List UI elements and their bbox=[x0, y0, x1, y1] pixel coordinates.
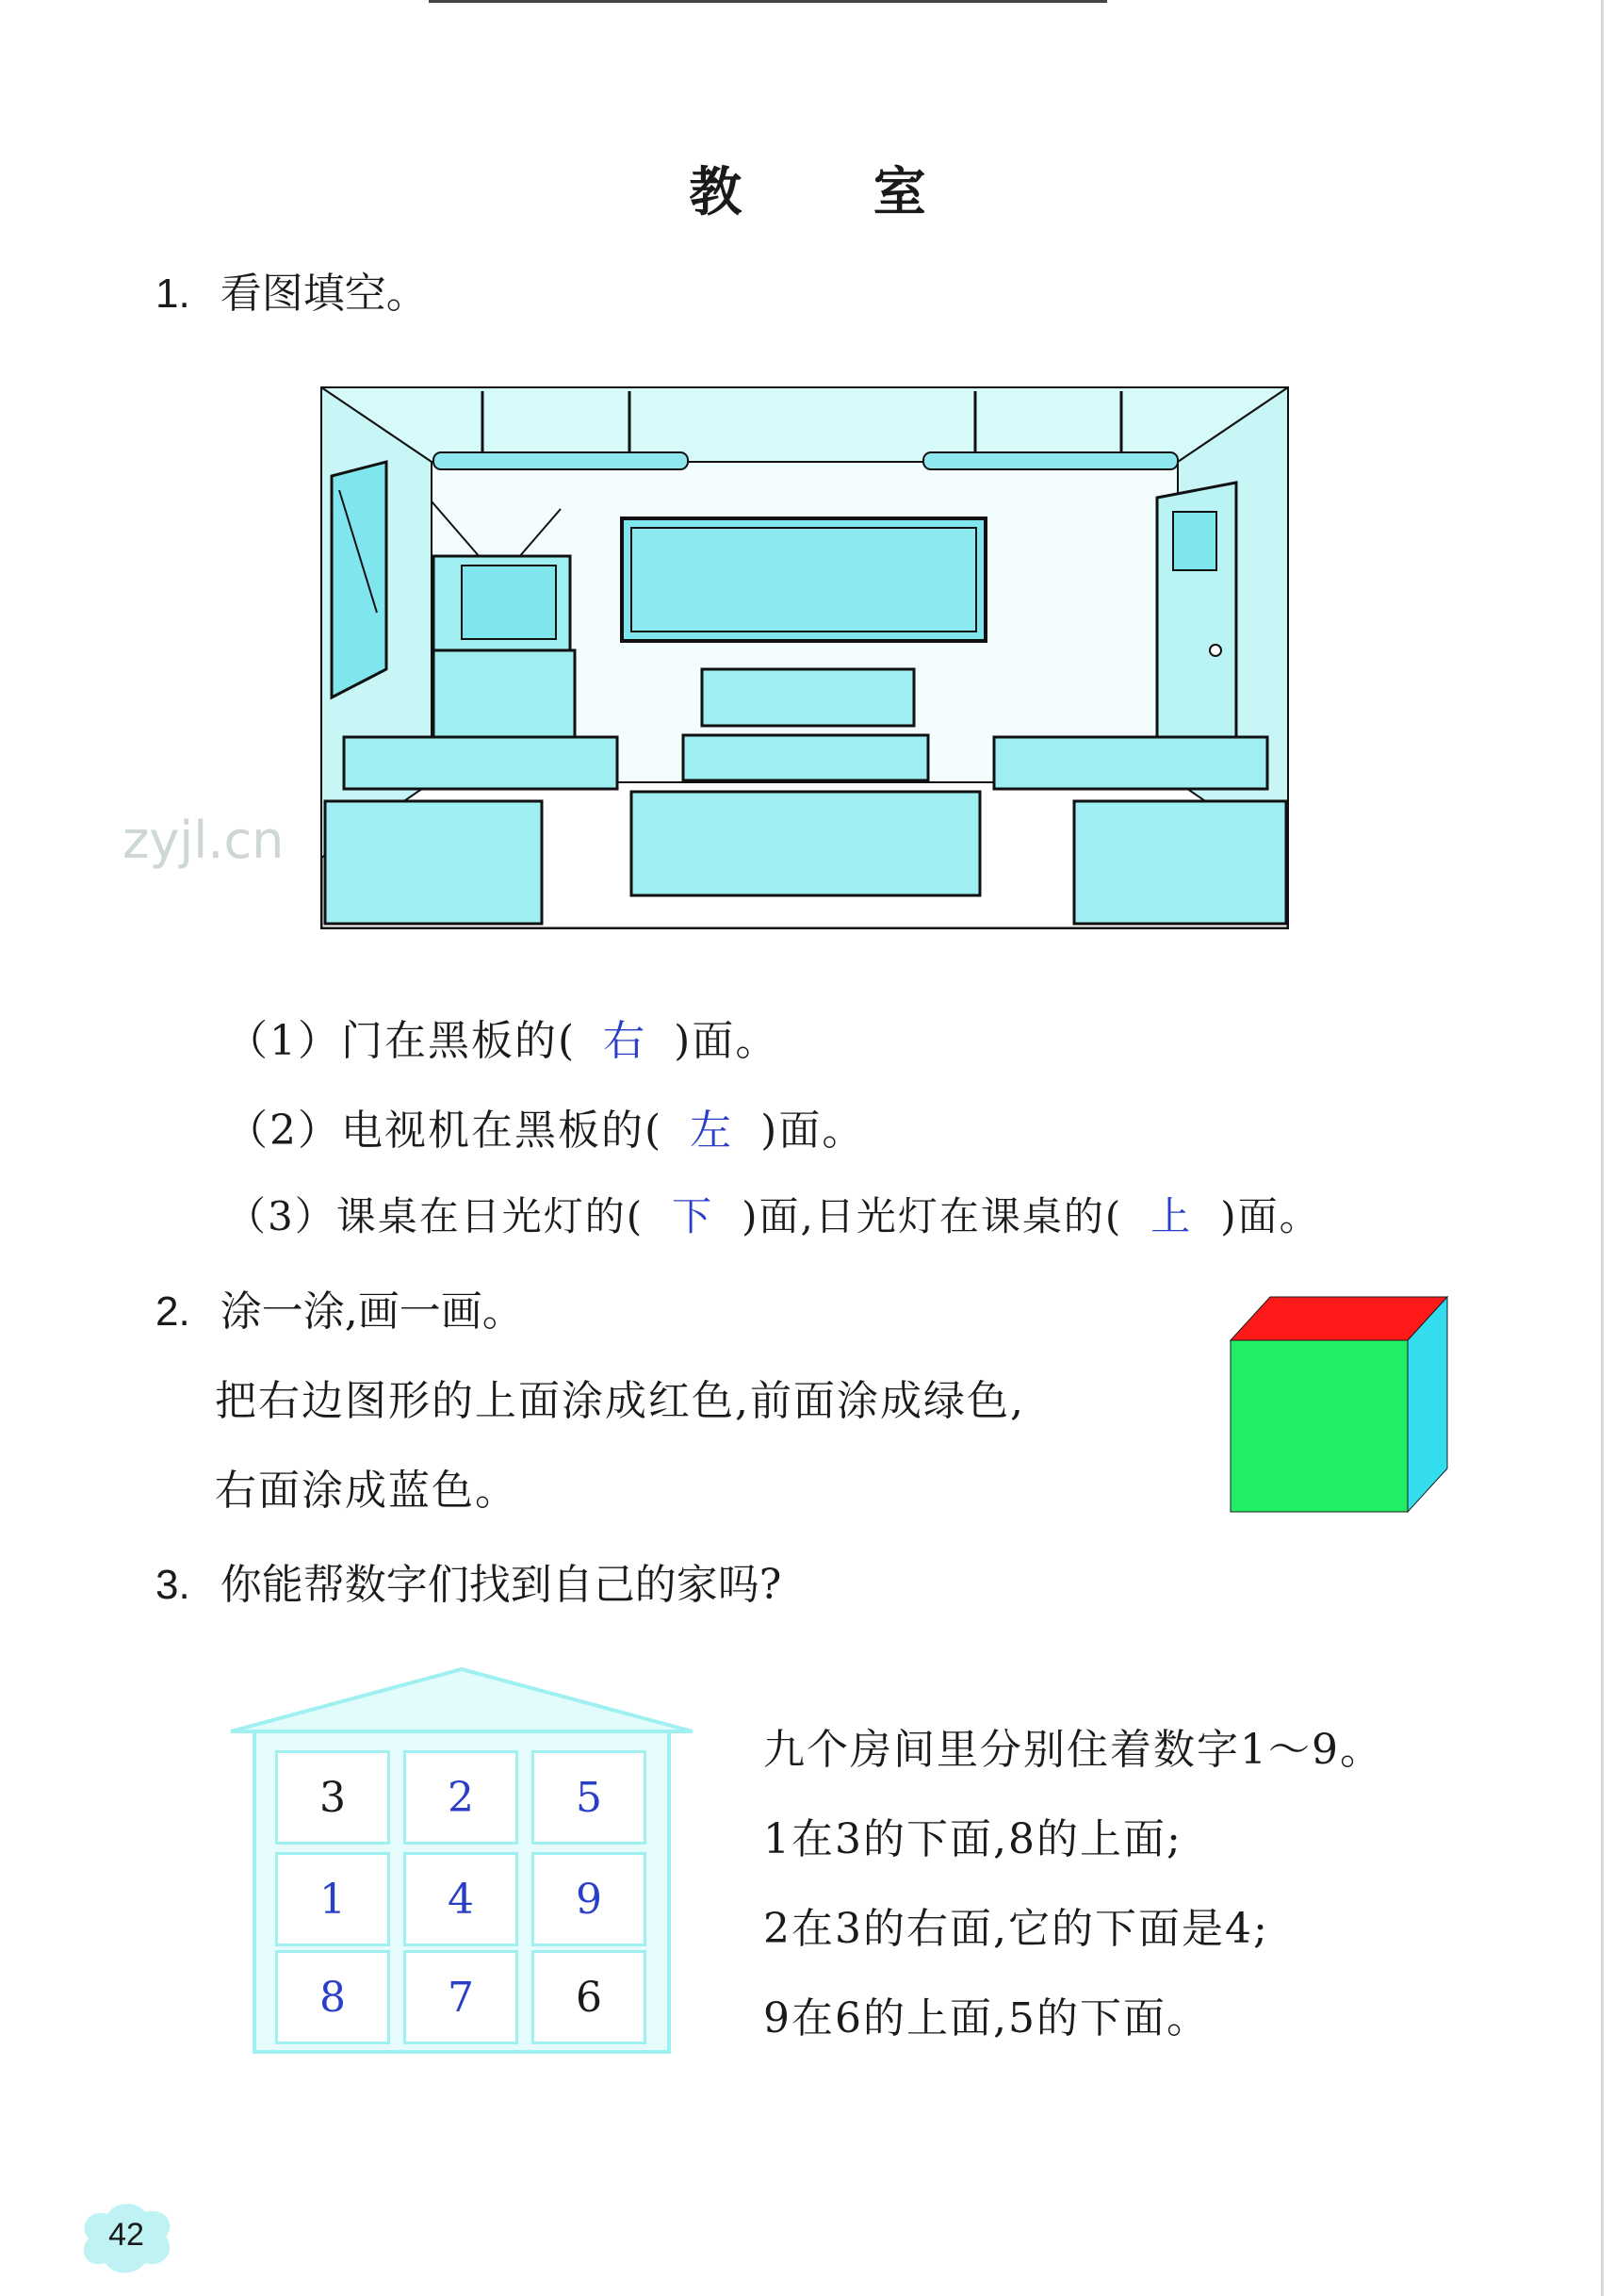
colored-cube bbox=[1225, 1291, 1451, 1517]
page-edge bbox=[1601, 0, 1604, 2296]
q1-item-1-answer: 右 bbox=[603, 1017, 647, 1065]
room-number: 1 bbox=[319, 1875, 346, 1924]
q3-clue-4: 9在6的上面,5的下面。 bbox=[763, 1994, 1210, 2042]
q1-item-2-number: （2） bbox=[226, 1107, 341, 1155]
question-1-number: 1. bbox=[155, 271, 190, 317]
q1-item-1-number: （1） bbox=[226, 1017, 341, 1065]
classroom-illustration bbox=[320, 386, 1289, 929]
q1-item-3-number: （3） bbox=[226, 1193, 336, 1239]
room-number: 3 bbox=[319, 1773, 346, 1822]
room-number: 9 bbox=[576, 1875, 602, 1924]
q1-item-3-answer-2: 上 bbox=[1150, 1193, 1193, 1239]
question-3-text: 你能帮数字们找到自己的家吗? bbox=[220, 1561, 782, 1609]
question-2-heading bbox=[155, 1277, 524, 1337]
q1-item-1: （1）门在黑板的( 右 )面。 bbox=[226, 1007, 778, 1067]
question-3-number: 3. bbox=[155, 1562, 190, 1608]
house-room bbox=[275, 1750, 390, 1845]
q1-item-3-answer-1: 下 bbox=[672, 1193, 714, 1239]
q3-clue-3: 2在3的右面,它的下面是4; bbox=[763, 1905, 1269, 1953]
question-2-text: 涂一涂,画一画。 bbox=[220, 1287, 524, 1336]
question-1-heading bbox=[155, 259, 428, 320]
house-room bbox=[403, 1852, 518, 1946]
house-room bbox=[403, 1750, 518, 1845]
room-number: 5 bbox=[576, 1773, 602, 1822]
question-1-text: 看图填空。 bbox=[220, 270, 428, 318]
question-3-heading bbox=[155, 1550, 781, 1611]
q3-clue-2: 1在3的下面,8的上面; bbox=[763, 1815, 1183, 1863]
top-rule bbox=[429, 0, 1107, 3]
cube-front-face bbox=[1231, 1340, 1408, 1512]
house-room bbox=[531, 1950, 646, 2044]
q3-clue-1: 九个房间里分别住着数字1～9。 bbox=[763, 1726, 1383, 1774]
question-2-number: 2. bbox=[155, 1288, 190, 1335]
q1-item-2-answer: 左 bbox=[690, 1107, 734, 1155]
q1-item-2: （2）电视机在黑板的( 左 )面。 bbox=[226, 1096, 865, 1156]
house-room bbox=[531, 1750, 646, 1845]
room-number: 2 bbox=[448, 1773, 474, 1822]
watermark: zyjl.cn bbox=[122, 811, 285, 870]
q1-item-3: （3）课桌在日光灯的( 下 )面,日光灯在课桌的( 上 )面。 bbox=[226, 1186, 1321, 1242]
room-number: 6 bbox=[576, 1973, 602, 2022]
page-number: 42 bbox=[108, 2217, 144, 2253]
q2-instruction-line-1: 把右边图形的上面涂成红色,前面涂成绿色, bbox=[215, 1377, 1025, 1425]
room-number: 4 bbox=[448, 1875, 474, 1924]
q2-instruction-line-2: 右面涂成蓝色。 bbox=[215, 1467, 518, 1515]
room-number: 7 bbox=[448, 1973, 474, 2022]
house-number-grid bbox=[269, 1747, 650, 2052]
house-room bbox=[275, 1950, 390, 2044]
house-room bbox=[531, 1852, 646, 1946]
room-number: 8 bbox=[319, 1973, 346, 2022]
house-room bbox=[275, 1852, 390, 1946]
house-room bbox=[403, 1950, 518, 2044]
page-title: 教 室 bbox=[689, 161, 983, 223]
